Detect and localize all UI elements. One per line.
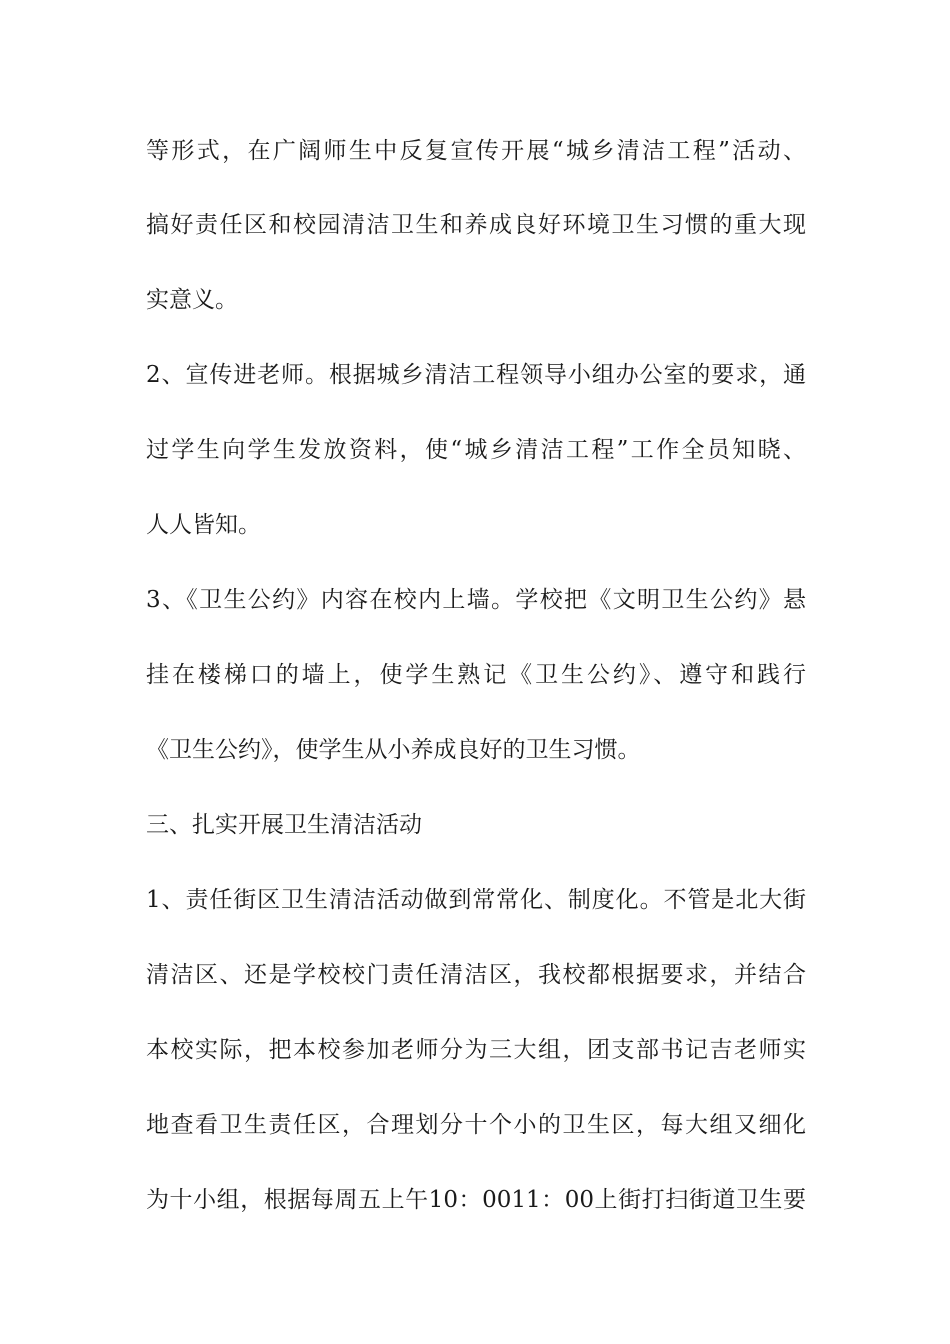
text-line-8: 挂在楼梯口的墙上，使学生熟记《卫生公约》、遵守和践行 (146, 662, 806, 688)
text-line-3: 实意义。 (146, 287, 238, 313)
text-line-4: 2、宣传进老师。根据城乡清洁工程领导小组办公室的要求，通 (146, 362, 806, 388)
text-line-15: 为十小组，根据每周五上午10：0011：00上街打扫街道卫生要 (146, 1187, 806, 1213)
text-line-13: 本校实际，把本校参加老师分为三大组，团支部书记吉老师实 (146, 1037, 806, 1063)
text-line-7: 3、《卫生公约》内容在校内上墙。学校把《文明卫生公约》悬 (146, 587, 806, 613)
text-line-12: 清洁区、还是学校校门责任清洁区，我校都根据要求，并结合 (146, 962, 806, 988)
text-line-5: 过学生向学生发放资料，使“城乡清洁工程”工作全员知晓、 (146, 437, 806, 463)
text-line-1: 等形式，在广阔师生中反复宣传开展“城乡清洁工程”活动、 (146, 138, 806, 164)
text-line-2: 搞好责任区和校园清洁卫生和养成良好环境卫生习惯的重大现 (146, 212, 806, 238)
text-line-14: 地查看卫生责任区，合理划分十个小的卫生区，每大组又细化 (146, 1112, 806, 1138)
text-line-6: 人人皆知。 (146, 512, 261, 538)
section-heading: 三、扎实开展卫生清洁活动 (146, 812, 422, 838)
text-line-9: 《卫生公约》，使学生从小养成良好的卫生习惯。 (146, 737, 641, 763)
text-line-11: 1、责任街区卫生清洁活动做到常常化、制度化。不管是北大街 (146, 887, 806, 913)
